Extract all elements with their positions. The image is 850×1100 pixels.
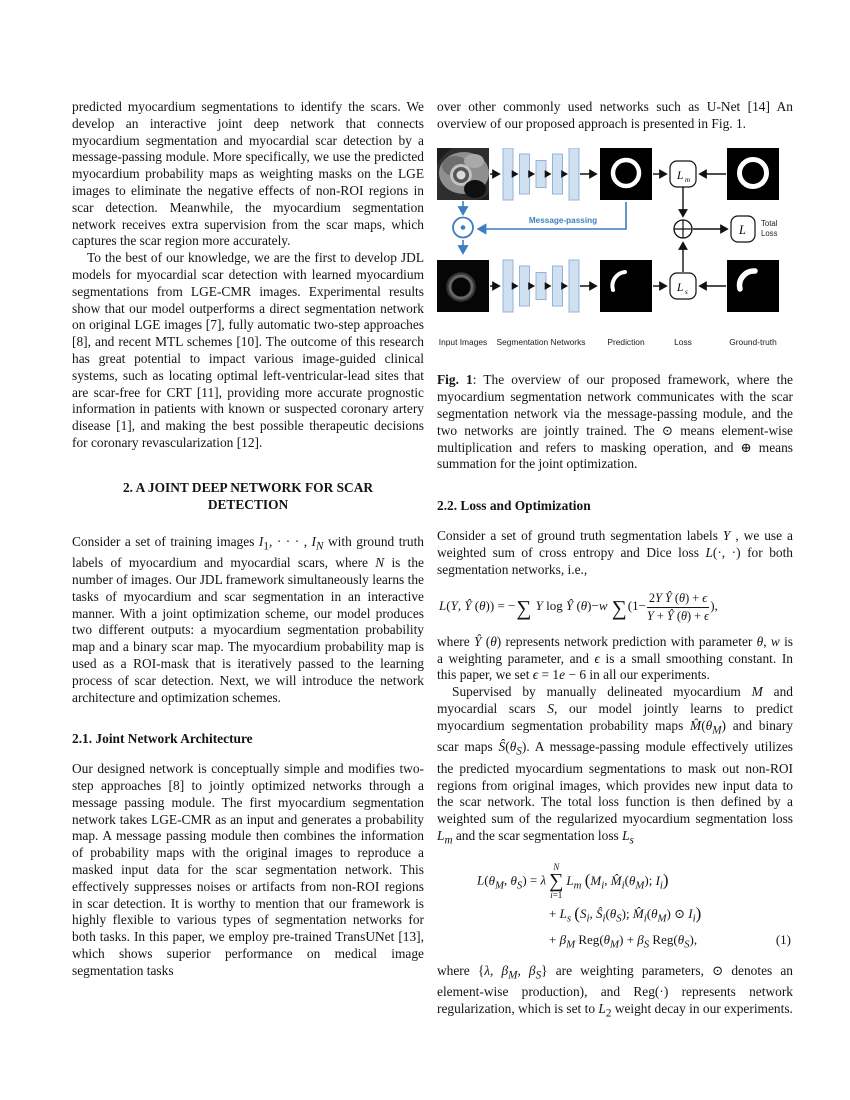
ls-subscript: s (685, 287, 688, 296)
equation-cross-entropy-dice: L(Y, Ŷ (θ)) = −∑ Y log Ŷ (θ)−w ∑(1− $\frac{\text{2Y Ŷ (θ) + ϵ}}{Y + Ŷ (\theta) + \epsilon}$ ), (439, 591, 718, 624)
figure-1-caption-label: Fig. 1 (437, 372, 473, 388)
label-segmentation-networks: Segmentation Networks (496, 336, 586, 347)
equation-number: (1) (775, 932, 791, 948)
scar-prediction-image (600, 260, 652, 312)
paragraph-architecture: Our designed network is conceptually simple and modifies two-step approaches [8] to jointly optimized networks through a message passing module. The first myocardium segmentation network takes LGE-CMR as an input and generates a probability map. A message passing module then combines the information of probability maps with the original images to reproduce a masked input data for the scar segmentation network. This effectively suppresses noises or artifacts from non-ROI regions in scar detection. It is worthy to mention that our framework is highly flexible to various types of segmentation networks for both tasks. In this paper, we employ pre-trained TransUNet [13], which shows superior performance on medical image segmentation tasks (72, 761, 424, 978)
section-2-2-heading: 2.2. Loss and Optimization (437, 498, 591, 514)
total-loss-box (731, 216, 778, 242)
paragraph-regularization: where {λ, $\beta_M$, $\beta_S$} are weighting parameters, ⊙ denotes an element-wise production), and Reg(·) represents network regularization, which is set to $L_2$ weight decay in our experiments. (437, 962, 793, 1020)
framework-diagram (437, 148, 793, 356)
oplus-summation-icon (674, 220, 692, 238)
myocardium-ground-truth-image (727, 148, 779, 200)
label-loss: Loss (674, 336, 692, 347)
ls-label: L (677, 281, 684, 294)
label-input-images: Input Images (438, 336, 488, 347)
message-passing-path (463, 201, 626, 254)
paragraph-intro-continuation: predicted myocardium segmentations to identify the scars. We develop an interactive joint deep network that connects myocardium segmentation and myocardial scar detection by a message-passing module. More specifically, we use the predicted myocardium probability maps as weighting masks on the LGE images to eliminate the negative effects of non-ROI regions in scar detection. Meanwhile, the myocardium segmentation network receives extra supervision from the scar maps, which captures the scar region more accurately. (72, 99, 424, 249)
paragraph-loss-params: where Ŷ (θ) represents network prediction with parameter θ, w is a weighting parameter, and ϵ is a small smoothing constant. In this paper, we set ϵ = 1e − 6 in all our experiments. (437, 633, 794, 683)
total-loss-label-line2: Loss (761, 228, 778, 238)
label-ground-truth: Ground-truth (729, 336, 777, 347)
myocardium-prediction-image (600, 148, 652, 200)
equation-total-loss-line1: $L(\theta_M$, $\theta_S) = \lambda$ N ∑ i=1 $L_m$ ($M_i$, $M̂_i(\theta_M)$; $I_i$) (477, 862, 669, 901)
section-2-heading: 2. A JOINT DEEP NETWORK FOR SCAR DETECTION (122, 479, 374, 512)
lge-mri-input-image (437, 148, 489, 200)
figure-1-caption-text: : The overview of our proposed framework, where the myocardium segmentation network communicates with the scar segmentation network via the message-passing module, and the two networks are jointly trained. The ⊙ means element-wise multiplication and refers to masking operation, and ⊕ means summation for the joint optimization. (437, 372, 793, 472)
total-loss-label-line1: Total (761, 218, 778, 228)
equation-total-loss-line3: + $\beta_M$ $Reg(\theta_M) + \beta_S$ $Reg(\theta_S)$, (549, 931, 698, 951)
figure-1-diagram (437, 148, 793, 361)
equation-total-loss-line2: + $L_s$ ($S_i$, $Ŝ_i(\theta_S)$; $M̂_i(\theta_M)$ ⊙ $I_i$) (549, 904, 702, 926)
ls-loss-box (670, 273, 696, 299)
paragraph-loss-intro: Consider a set of ground truth segmentation labels Y , we use a weighted sum of cross entropy and Dice loss L(·, ·) for both segmentation networks, i.e., (437, 527, 793, 577)
total-loss-symbol: L (739, 222, 746, 237)
scar-ground-truth-image (727, 260, 779, 312)
lm-subscript: m (685, 175, 691, 184)
paragraph-unet-continuation: over other commonly used networks such as U-Net [14] An overview of our proposed approach is presented in Fig. 1. (437, 99, 793, 131)
equation-total-loss (437, 863, 793, 951)
odot-masking-icon (453, 217, 473, 237)
right-column (437, 99, 793, 1022)
paragraph-section2-intro: Consider a set of training images $I_1$, · · · , $I_N$ with ground truth labels of myocardium and myocardial scars, where N is the number of images. Our JDL framework simultaneously learns the tasks of myocardium and scar segmentation in an interactive manner. With a joint optimization scheme, our model produces two different outputs: a myocardium segmentation probability map and a binary scar map. The myocardium probability map is used as a ROI-mask that is iteratively passed to the learning process of scar detection. Next, we will introduce the network architecture and optimization schemes. (72, 533, 425, 705)
masked-input-image (437, 260, 489, 312)
section-2-1-heading: 2.1. Joint Network Architecture (72, 731, 253, 747)
message-passing-label: Message-passing (528, 215, 598, 225)
paragraph-supervision: Supervised by manually delineated myocardium M and myocardial scars S, our model jointly learns to predict myocardium segmentation probability maps $M̂(\theta_M)$ and binary scar maps $Ŝ(\theta_S)$. A message-passing module effectively utilizes the predicted myocardium segmentations to mask out non-ROI regions from original images, which provides new input data to the scar network. The total loss function is then defined by a weighted sum of the regularized myocardium segmentation loss $L_m$ and the scar segmentation loss $L_s$ (437, 684, 793, 847)
label-prediction: Prediction (607, 336, 645, 347)
lm-label: L (677, 169, 684, 182)
figure-column-labels (439, 337, 777, 347)
left-column (72, 99, 424, 980)
figure-1-caption (437, 372, 793, 473)
paragraph-contributions: To the best of our knowledge, we are the first to develop JDL models for myocardial scar detection with learned myocardium segmentations from LGE-CMR images. Experimental results show that our model outperforms a direct segmentation network on original LGE images [7], fully automatic two-step approaches [8], and recent MTL schemes [10]. The outcome of this research has great potential to impact various image-guided clinical systems, such as locating optimal left-ventricular-lead sites that are scar-free for CRT [11], providing more accurate prognostic information in patients with known or suspected coronary artery disease [1], and making the best possible therapeutic decisions for coronary revascularization [12]. (72, 250, 424, 450)
lm-loss-box (670, 161, 696, 187)
